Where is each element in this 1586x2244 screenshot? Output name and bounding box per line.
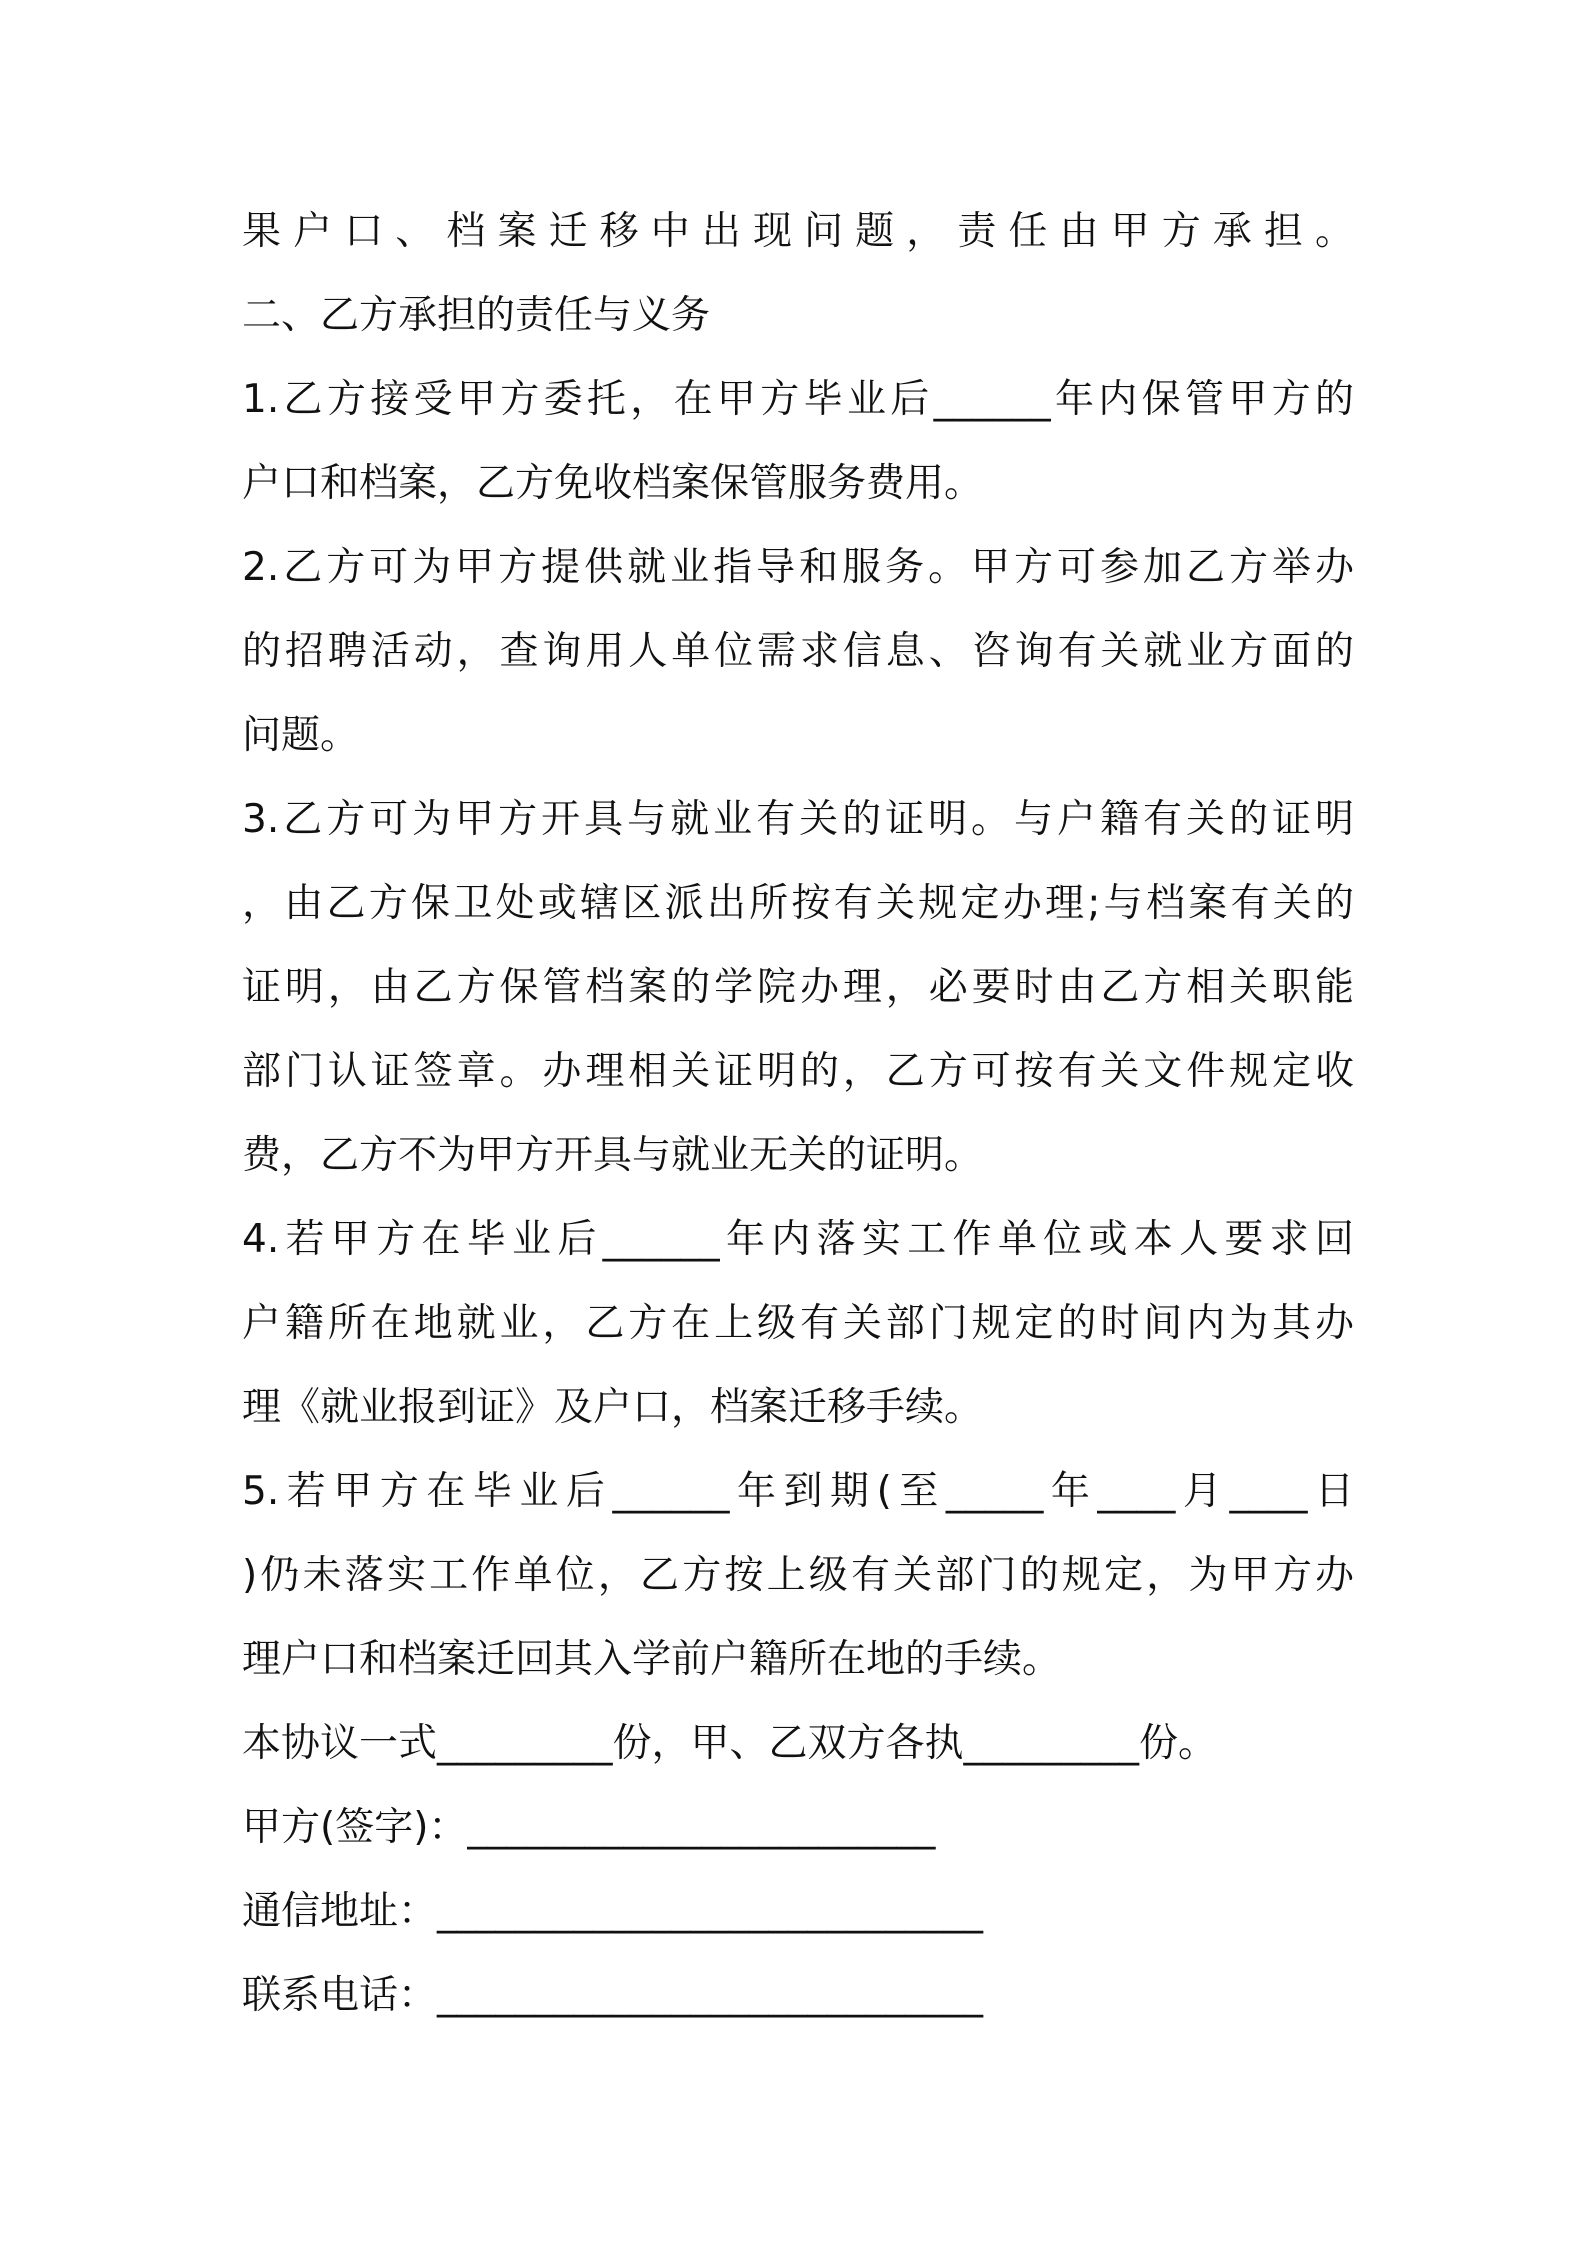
text-line: )仍未落实工作单位，乙方按上级有关部门的规定，为甲方办 bbox=[242, 1553, 1354, 1598]
text-line: 问题。 bbox=[242, 713, 360, 758]
section-heading: 二、乙方承担的责任与义务 bbox=[242, 293, 711, 338]
phone-line: 联系电话：____________________________ bbox=[242, 1973, 984, 2018]
text-line: 4.若甲方在毕业后______年内落实工作单位或本人要求回 bbox=[242, 1217, 1354, 1262]
signature-line: 甲方(签字)：________________________ bbox=[242, 1805, 936, 1850]
text-line: 的招聘活动，查询用人单位需求信息、咨询有关就业方面的 bbox=[242, 629, 1354, 674]
text-line: 1.乙方接受甲方委托，在甲方毕业后______年内保管甲方的 bbox=[242, 377, 1354, 422]
text-line: 理《就业报到证》及户口，档案迁移手续。 bbox=[242, 1385, 984, 1430]
text-line: 户籍所在地就业，乙方在上级有关部门规定的时间内为其办 bbox=[242, 1301, 1354, 1346]
agreement-text bbox=[242, 190, 1354, 2038]
text-line: ，由乙方保卫处或辖区派出所按有关规定办理;与档案有关的 bbox=[242, 881, 1354, 926]
text-line: 部门认证签章。办理相关证明的，乙方可按有关文件规定收 bbox=[242, 1049, 1354, 1094]
text-line: 3.乙方可为甲方开具与就业有关的证明。与户籍有关的证明 bbox=[242, 797, 1354, 842]
address-line: 通信地址：____________________________ bbox=[242, 1889, 984, 1934]
copies-line: 本协议一式_________份，甲、乙双方各执_________份。 bbox=[242, 1721, 1218, 1766]
text-line: 5.若甲方在毕业后______年到期(至_____年____月____日 bbox=[242, 1469, 1354, 1514]
text-line: 理户口和档案迁回其入学前户籍所在地的手续。 bbox=[242, 1637, 1062, 1682]
text-line: 证明，由乙方保管档案的学院办理，必要时由乙方相关职能 bbox=[242, 965, 1354, 1010]
text-line: 户口和档案，乙方免收档案保管服务费用。 bbox=[242, 461, 984, 506]
text-line: 费，乙方不为甲方开具与就业无关的证明。 bbox=[242, 1133, 984, 1178]
text-line: 2.乙方可为甲方提供就业指导和服务。甲方可参加乙方举办 bbox=[242, 545, 1354, 590]
text-line: 果户口、档案迁移中出现问题，责任由甲方承担。 bbox=[242, 209, 1354, 254]
